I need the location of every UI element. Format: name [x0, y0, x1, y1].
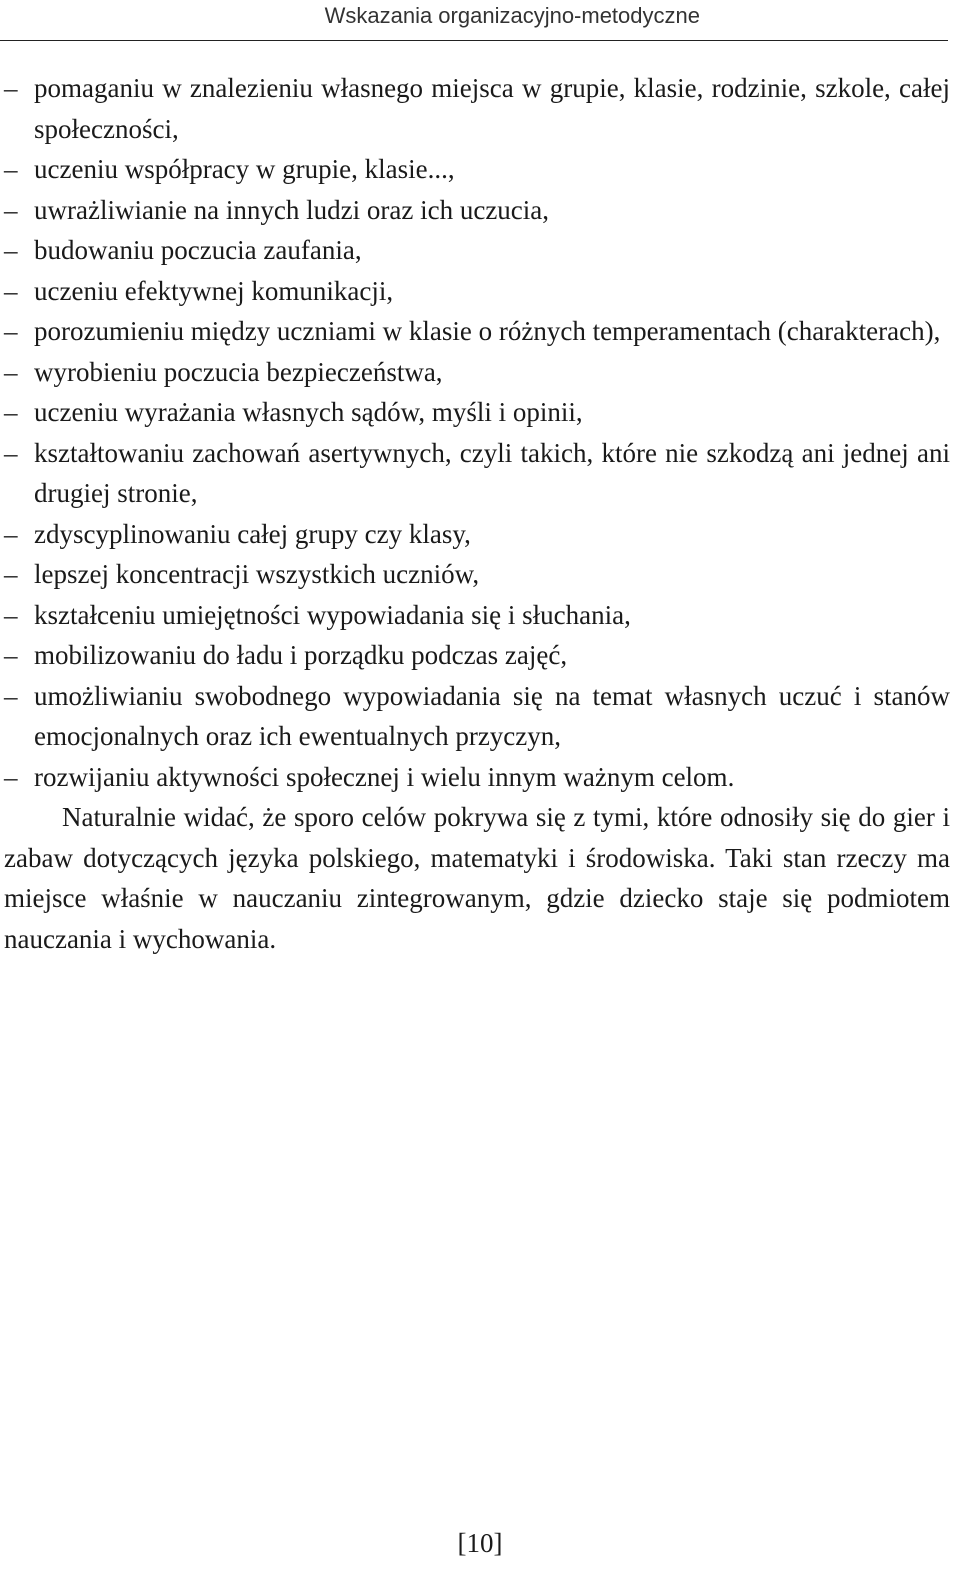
list-item: – lepszej koncentracji wszystkich uczniów,	[4, 554, 950, 595]
running-header	[0, 0, 948, 41]
list-item: – umożliwianiu swobodnego wypowiadania się na temat własnych uczuć i stanów emocjonalnych oraz ich ewentualnych przyczyn,	[4, 676, 950, 757]
list-item: – mobilizowaniu do ładu i porządku podczas zajęć,	[4, 635, 950, 676]
list-item: – uwrażliwianie na innych ludzi oraz ich uczucia,	[4, 190, 950, 231]
list-item: – wyrobieniu poczucia bezpieczeństwa,	[4, 352, 950, 393]
page-number: [10]	[457, 1528, 503, 1558]
body-paragraph: Naturalnie widać, że sporo celów pokrywa się z tymi, które odnosiły się do gier i zabaw dotyczących języka polskiego, matematyki i środowiska. Taki stan rzeczy ma miejsce właśnie w nauczaniu zintegrowanym, gdzie dziecko staje się podmiotem nauczania i wychowania.	[4, 802, 950, 954]
list-item: – porozumieniu między uczniami w klasie o różnych temperamentach (charakterach),	[4, 311, 950, 352]
goals-list	[4, 68, 950, 797]
list-item: – kształceniu umiejętności wypowiadania się i słuchania,	[4, 595, 950, 636]
list-item: – budowaniu poczucia zaufania,	[4, 230, 950, 271]
list-item: – uczeniu efektywnej komunikacji,	[4, 271, 950, 312]
page-body	[4, 68, 950, 959]
running-title: Wskazania organizacyjno-metodyczne	[324, 3, 700, 28]
list-item: – rozwijaniu aktywności społecznej i wielu innym ważnym celom.	[4, 757, 950, 798]
list-item: – uczeniu współpracy w grupie, klasie...,	[4, 149, 950, 190]
list-item: – uczeniu wyrażania własnych sądów, myśli i opinii,	[4, 392, 950, 433]
list-item: – kształtowaniu zachowań asertywnych, czyli takich, które nie szkodzą ani jednej ani drugiej stronie,	[4, 433, 950, 514]
list-item: – pomaganiu w znalezieniu własnego miejsca w grupie, klasie, rodzinie, szkole, całej społeczności,	[4, 68, 950, 149]
list-item: – zdyscyplinowaniu całej grupy czy klasy,	[4, 514, 950, 555]
